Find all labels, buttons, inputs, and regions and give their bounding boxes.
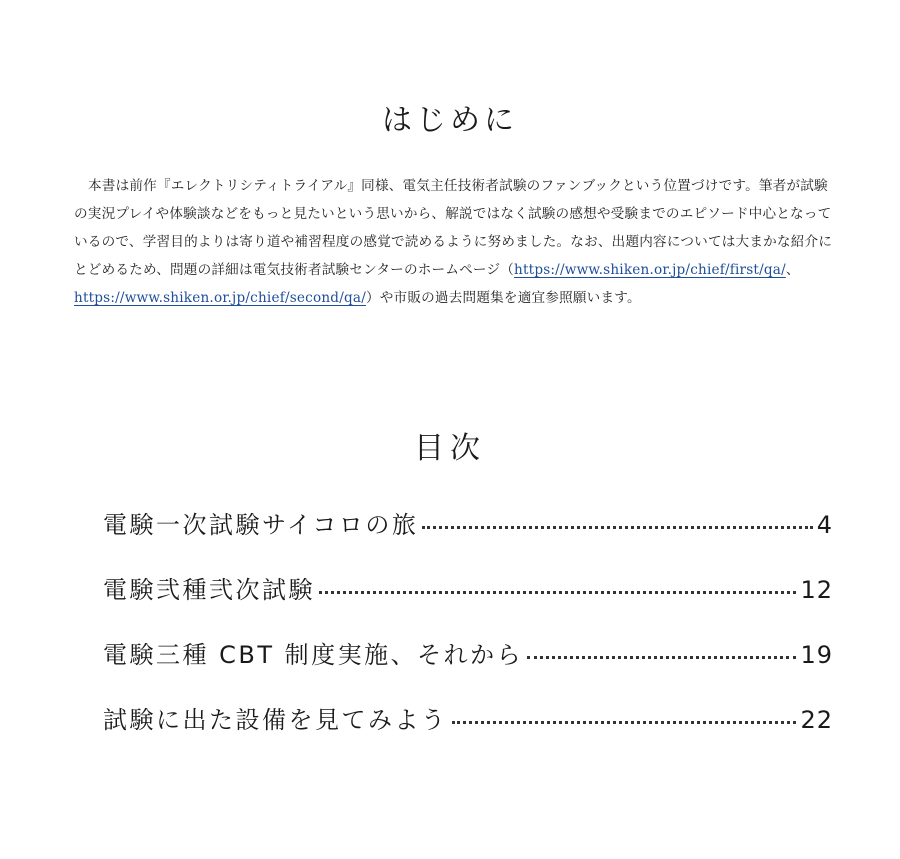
toc-entry[interactable] (103, 700, 833, 765)
first-exam-qa-link[interactable]: https://www.shiken.or.jp/chief/first/qa/ (514, 262, 786, 278)
intro-text-part2: ）や市販の過去問題集を適宜参照願います。 (365, 290, 641, 306)
toc-leader-dots (319, 591, 796, 594)
toc-entry[interactable] (103, 570, 833, 635)
toc-title: 目次 (414, 431, 486, 466)
toc-entry-page: 22 (800, 706, 833, 734)
toc-entry-label: 電験弐種弐次試験 (103, 576, 315, 604)
toc-entry[interactable] (103, 505, 833, 570)
intro-text-part1: 本書は前作『エレクトリシティトライアル』同様、電気主任技術者試験のファンブックという位置づけです。筆者が試験の実況プレイや体験談などをもっと見たいという思いから、解説ではなく試験の感想や受験までのエピソード中心となっているので、学習目的よりは寄り道や補習程度の感覚で読めるように努めました。なお、出題内容については大まかな紹介にとどめるため、問題の詳細は電気技術者試験センターのホームページ（ (74, 178, 833, 278)
toc-entry-page: 4 (816, 511, 833, 539)
table-of-contents (103, 505, 833, 765)
second-exam-qa-link[interactable]: https://www.shiken.or.jp/chief/second/qa/ (74, 290, 366, 306)
toc-entry-label: 試験に出た設備を見てみよう (103, 706, 448, 734)
toc-entry[interactable] (103, 635, 833, 700)
toc-leader-dots (422, 526, 812, 529)
intro-separator: 、 (785, 262, 800, 278)
toc-entry-page: 12 (800, 576, 833, 604)
toc-leader-dots (527, 656, 796, 659)
toc-entry-page: 19 (800, 641, 833, 669)
toc-entry-label: 電験三種 CBT 制度実施、それから (103, 641, 524, 669)
toc-leader-dots (452, 721, 797, 724)
intro-paragraph (74, 172, 834, 312)
intro-title: はじめに (382, 103, 518, 138)
toc-entry-label: 電験一次試験サイコロの旅 (103, 511, 419, 539)
